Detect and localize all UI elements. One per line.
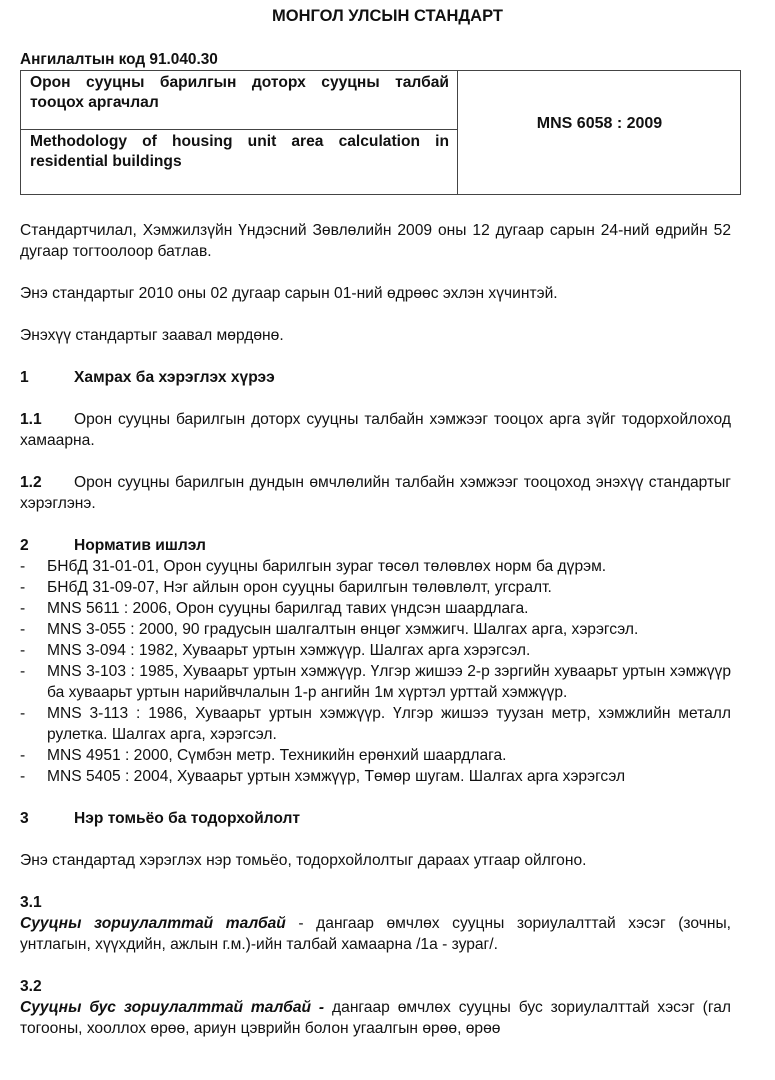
bullet-dash: - — [20, 705, 26, 722]
section-number: 1 — [20, 369, 29, 386]
bullet-dash: - — [20, 768, 26, 785]
clause-text: Орон сууцны барилгын доторх сууцны талбайн хэмжээг тооцох арга зүйг тодорхойлоход хамаарна. — [20, 411, 731, 449]
section-title: Хамрах ба хэрэглэх хүрээ — [74, 369, 275, 386]
bullet-dash: - — [20, 663, 26, 680]
bullet-dash: - — [20, 642, 26, 659]
standard-header-table — [20, 70, 741, 195]
term-separator: - — [285, 915, 317, 932]
standard-number: MNS 6058 : 2009 — [458, 71, 741, 195]
approval-text: Стандартчилал, Хэмжилзүйн Үндэсний Зөвлөлийн 2009 оны 12 дугаар сарын 24-ний өдрийн 52 дугаар тогтоолоор батлав. — [20, 222, 731, 260]
reference-text: MNS 3-113 : 1986, Хуваарьт уртын хэмжүүр. Үлгэр жишээ туузан метр, хэмжлийн металл рулетка. Шалгах арга, хэрэгсэл. — [47, 705, 731, 743]
reference-text: MNS 5611 : 2006, Орон сууцны барилгад тавих үндсэн шаардлага. — [47, 600, 529, 617]
reference-text: MNS 5405 : 2004, Хуваарьт уртын хэмжүүр, Төмөр шугам. Шалгах арга хэрэгсэл — [47, 768, 626, 785]
reference-item — [20, 556, 731, 577]
reference-item — [20, 598, 731, 619]
clause-number: 1.1 — [20, 411, 42, 428]
reference-text: БНбД 31-09-07, Нэг айлын орон сууцны барилгын төлөвлөлт, угсралт. — [47, 579, 552, 596]
term-definition-text: дангаар өмчлөх сууцны бус зориулалттай хэсэг (гал тогооны, хооллох өрөө, ариун цэврийн болон угаалгын өрөө, өрөө — [20, 999, 731, 1037]
reference-item — [20, 640, 731, 661]
reference-text: MNS 4951 : 2000, Сүмбэн метр. Техникийн ерөнхий шаардлага. — [47, 747, 507, 764]
term-definition-text: дангаар өмчлөх сууцны зориулалттай хэсэг (зочны, унтлагын, хүүхдийн, ажлын г.м.)-ийн талбай хамаарна /1а - зураг/. — [20, 915, 731, 953]
reference-text: MNS 3-055 : 2000, 90 градусын шалгалтын өнцөг хэмжигч. Шалгах арга, хэрэгсэл. — [47, 621, 639, 638]
bullet-dash: - — [20, 621, 26, 638]
bullet-dash: - — [20, 600, 26, 617]
term-name: Сууцны зориулалттай талбай — [20, 915, 286, 932]
clause-number: 1.2 — [20, 474, 42, 491]
bullet-dash: - — [20, 558, 26, 575]
term-3-2 — [20, 976, 731, 1039]
section-3-heading — [20, 808, 731, 829]
reference-text: MNS 3-103 : 1985, Хуваарьт уртын хэмжүүр. Үлгэр жишээ 2-р зэргийн хуваарьт уртын хэмжүүр ба хуваарьт уртын нарийвчлалын 1-р ангийн 1м хүртэл урттай хэмжүүр. — [47, 663, 731, 701]
title-english: Methodology of housing unit area calculation in residential buildings — [21, 130, 458, 195]
term-definition — [20, 997, 731, 1039]
section-title: Нэр томьёо ба тодорхойлолт — [74, 810, 301, 827]
term-number: 3.2 — [20, 978, 42, 995]
section-2-heading — [20, 535, 731, 556]
title-mongolian: Орон сууцны барилгын доторх сууцны талбай тооцох аргачлал — [21, 71, 458, 130]
classification-code: Ангилалтын код 91.040.30 — [20, 51, 218, 68]
effective-date-text: Энэ стандартыг 2010 оны 02 дугаар сарын 01-ний өдрөөс эхлэн хүчинтэй. — [20, 285, 558, 302]
normative-references-list — [20, 556, 731, 787]
reference-item — [20, 577, 731, 598]
bullet-dash: - — [20, 579, 26, 596]
reference-text: MNS 3-094 : 1982, Хуваарьт уртын хэмжүүр. Шалгах арга хэрэгсэл. — [47, 642, 531, 659]
reference-item — [20, 661, 731, 703]
term-number: 3.1 — [20, 894, 42, 911]
clause-text: Орон сууцны барилгын дундын өмчлөлийн талбайн хэмжээг тооцоход энэхүү стандартыг хэрэглэнэ. — [20, 474, 731, 512]
reference-item — [20, 703, 731, 745]
clause-1-1 — [20, 409, 731, 451]
reference-item — [20, 766, 731, 787]
bullet-dash: - — [20, 747, 26, 764]
section-1-heading — [20, 367, 731, 388]
clause-1-2 — [20, 472, 731, 514]
term-separator — [324, 999, 332, 1016]
term-3-1 — [20, 892, 731, 955]
reference-text: БНбД 31-01-01, Орон сууцны барилгын зураг төсөл төлөвлөх норм ба дүрэм. — [47, 558, 607, 575]
reference-item — [20, 745, 731, 766]
section-number: 3 — [20, 810, 29, 827]
section-3-intro: Энэ стандартад хэрэглэх нэр томьёо, тодорхойлолтыг дараах утгаар ойлгоно. — [20, 852, 587, 869]
document-title: МОНГОЛ УЛСЫН СТАНДАРТ — [272, 7, 503, 25]
term-definition — [20, 913, 731, 955]
reference-item — [20, 619, 731, 640]
section-number: 2 — [20, 537, 29, 554]
mandatory-text: Энэхүү стандартыг заавал мөрдөнө. — [20, 327, 284, 344]
section-title: Норматив ишлэл — [74, 537, 206, 554]
term-name: Сууцны бус зориулалттай талбай - — [20, 999, 325, 1016]
